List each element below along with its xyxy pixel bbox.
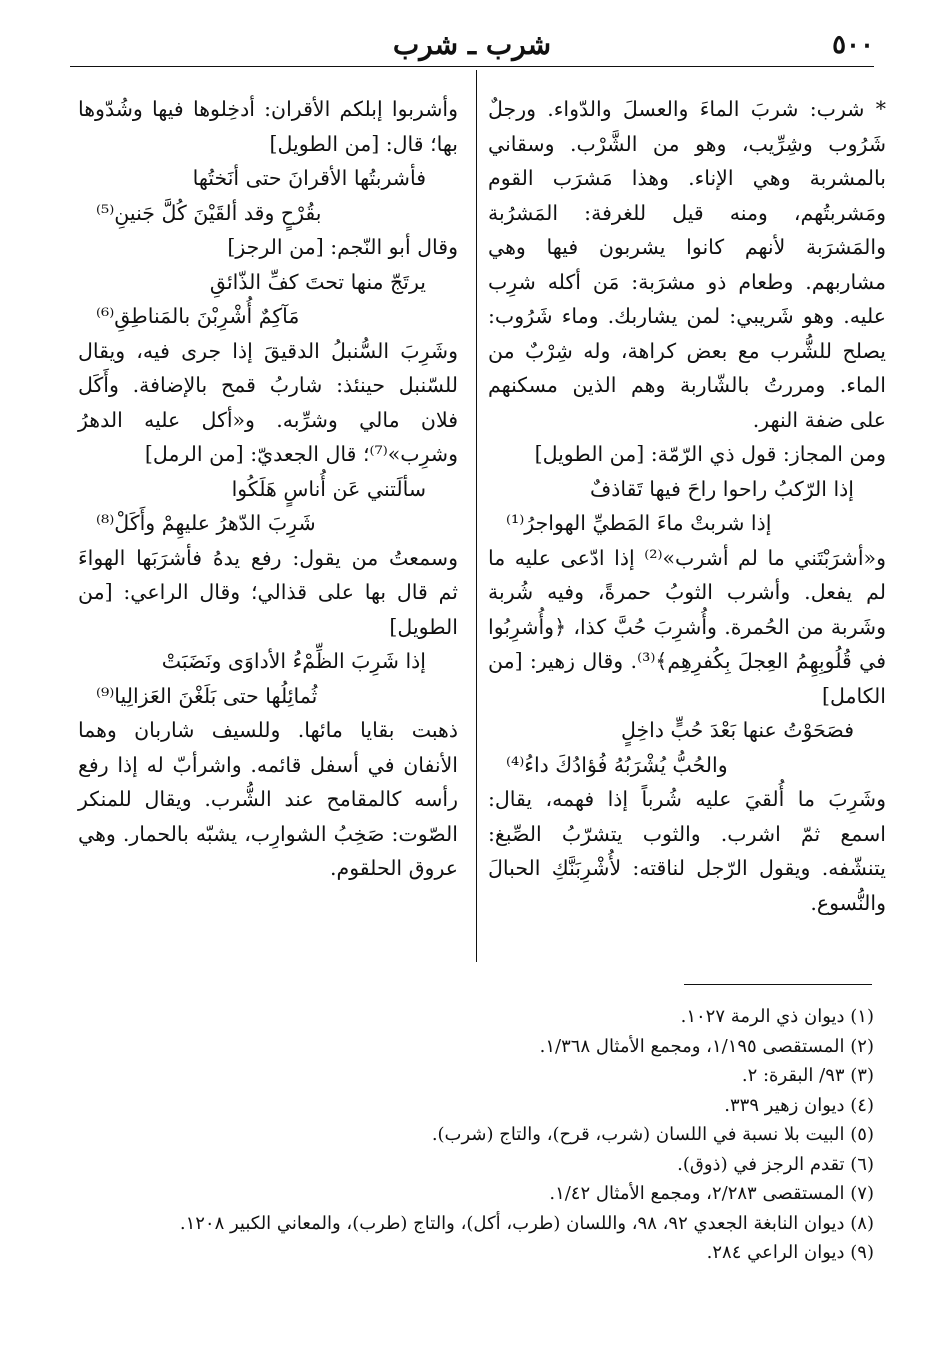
- verse-hemistich: شَرِبَ الدّهرُ عليهِمْ وأَكَلْ⁽⁸⁾: [96, 511, 316, 535]
- footnote: (٤) ديوان زهير ٣٣٩.: [724, 1094, 874, 1116]
- footnote-rule: [684, 984, 872, 985]
- entry-paragraph: وقال أبو النّجم: [من الرجز]: [227, 235, 458, 259]
- footnote: (٨) ديوان النابغة الجعدي ٩٢، ٩٨، واللسان (طرب، أكل)، والتاج (طرب)، والمعاني الكبير ١٢٠٨.: [179, 1212, 874, 1234]
- verse-hemistich: فأشربتُها الأقرانَ حتى أنَختُها: [192, 166, 426, 190]
- verse-hemistich: والحُبُّ يُشْرَبُهُ فُؤادُكَ داءُ⁽⁴⁾: [506, 752, 728, 777]
- verse-hemistich: يرتَجّ منها تحتَ كفِّ الذّائقِ: [209, 269, 426, 294]
- header-rule: [70, 66, 874, 67]
- verse-hemistich: ثُمائِلُها حتى بَلَغْنَ العَزالِيا⁽⁹⁾: [96, 683, 318, 708]
- right-column: [488, 92, 886, 920]
- running-head: شرب ـ شرب: [392, 28, 552, 61]
- footnote: (٦) تقدم الرجز في (ذوق).: [677, 1153, 874, 1175]
- verse-abu-al-najm: [78, 265, 458, 334]
- entry-paragraph: وشَرِبَ السُّنبلُ الدقيقَ إذا جرى فيه، ويقال للسّنبل حينئذ: شاربُ قمح بالإضافة. وأَكَل فلان مالي وشرِّبه. و«أكل عليه الدهرُ وشرِب»⁽⁷⁾؛ قال الجعديّ: [من الرمل]: [78, 338, 458, 466]
- verse-hemistich: سألَتني عَن أُناسٍ هَلَكُوا: [231, 476, 426, 501]
- footnote: (٢) المستقصى ١/١٩٥، ومجمع الأمثال ١/٣٦٨.: [539, 1035, 874, 1057]
- verse-hemistich: فصَحَوْتُ عنها بَعْدَ حُبٍّ داخِلٍ: [620, 718, 854, 742]
- page-number: ٥٠٠: [832, 30, 874, 60]
- footnote: (٩) ديوان الراعي ٢٨٤.: [706, 1242, 874, 1263]
- entry-paragraph: وسمعتُ من يقول: رفع يدهُ فأشرَبَها الهواءَ ثم قال بها على قذالي؛ وقال الراعي: [من الطويل]: [78, 545, 458, 639]
- verse-anonymous: [78, 161, 458, 230]
- entry-paragraph: وشَرِبَ ما أُلقيَ عليه شُرباً إذا فهمه، يقال: اسمع ثمّ اشرب. والثوب يتشرّبُ الصِّبغ: يتنشّفه. ويقول الرّجل لناقته: لأُشْرِبَنَّكِ الحبالَ والنُّسوع.: [488, 787, 886, 915]
- verse-hemistich: بقُرْحٍ وقد ألقَيْنَ كُلَّ جَنينِ⁽⁵⁾: [96, 200, 322, 225]
- footnote: (٧) المستقصى ٢/٢٨٣، ومجمع الأمثال ١/٤٢.: [549, 1183, 874, 1204]
- verse-dhu-al-rumma: [488, 472, 886, 541]
- majaz-paragraph: ومن المجاز: قول ذي الرّمّة: [من الطويل]: [534, 442, 886, 466]
- verse-jadi: [78, 472, 458, 541]
- verse-hemistich: إذا شربتْ ماءَ المَطيِّ الهواجرُ⁽¹⁾: [506, 511, 772, 535]
- entry-paragraph: ذهبت بقايا مائها. وللسيف شاربان وهما الأنفان في أسفل قائمه. واشرأبّ له إذا رفع رأسه كالمقامح عند الشُّرب. ويقال للمنكر الصّوت: صَخِبُ الشوارِب، يشبّه بالحمار. وهي عروق الحلقوم.: [78, 718, 458, 880]
- left-column: [78, 92, 458, 886]
- column-divider: [476, 70, 477, 962]
- entry-paragraph: * شرب: شربَ الماءَ والعسلَ والدّواء. ورجلٌ شَرُوب وشِرِّيب، وهو من الشَّرْب. وسقاني بالمشربة وهي الإناء. وهذا مَشرَب القوم ومَشربتُهم، ومنه قيل للغرفة: المَشرُبة والمَشرَبة لأنهم كانوا يشربون فيها وهي مشاربهم. وطعام ذو مشرَبة: مَن أكله شرِب عليه. وهو شَريبي: لمن يشاربك. وماء شَرُوب: يصلح للشُّرب مع بعض كراهة، وله شِرْبٌ من الماء. ومررتُ بالشّاربة وهم الذين مسكنهم على ضفة النهر.: [488, 97, 886, 432]
- footnote: (٥) البيت بلا نسبة في اللسان (شرب، قرح)، والتاج (شرب).: [431, 1124, 874, 1145]
- entry-paragraph: و«أشرَبْتَني ما لم أشرب»⁽²⁾ إذا ادّعى عليه ما لم يفعل. وأشرب الثوبُ حمرةً، وفيه شُربة وشَربة من الحُمرة. وأُشرِبَ حُبَّ كذا، ﴿وأُشرِبُوا في قُلُوبِهِمُ العِجلَ بِكُفرِهِم﴾⁽³⁾. وقال زهير: [من الكامل]: [488, 545, 887, 708]
- footnote: (١) ديوان ذي الرمة ١٠٢٧.: [680, 1006, 874, 1027]
- page-header: [70, 28, 874, 68]
- footnote: (٣) ٩٣/ البقرة: ٢.: [741, 1065, 874, 1086]
- verse-rai: [78, 644, 458, 713]
- verse-hemistich: إذا الرّكبُ راحوا راحَ فيها تَقاذفٌ: [589, 476, 854, 501]
- verse-zuhayr: [488, 713, 886, 782]
- verse-hemistich: مَآكِمٌ أُشْرِبْنَ بالمَناطِقِ⁽⁶⁾: [96, 304, 300, 328]
- verse-hemistich: إذا شَرِبَ الظِّمْءُ الأداوَى ونَضَبَتْ: [161, 649, 426, 673]
- entry-paragraph: وأشربوا إبلكم الأقران: أدخِلوها فيها وشُدّوها بها؛ قال: [من الطويل]: [78, 97, 458, 156]
- footnotes-list: [114, 1002, 874, 1268]
